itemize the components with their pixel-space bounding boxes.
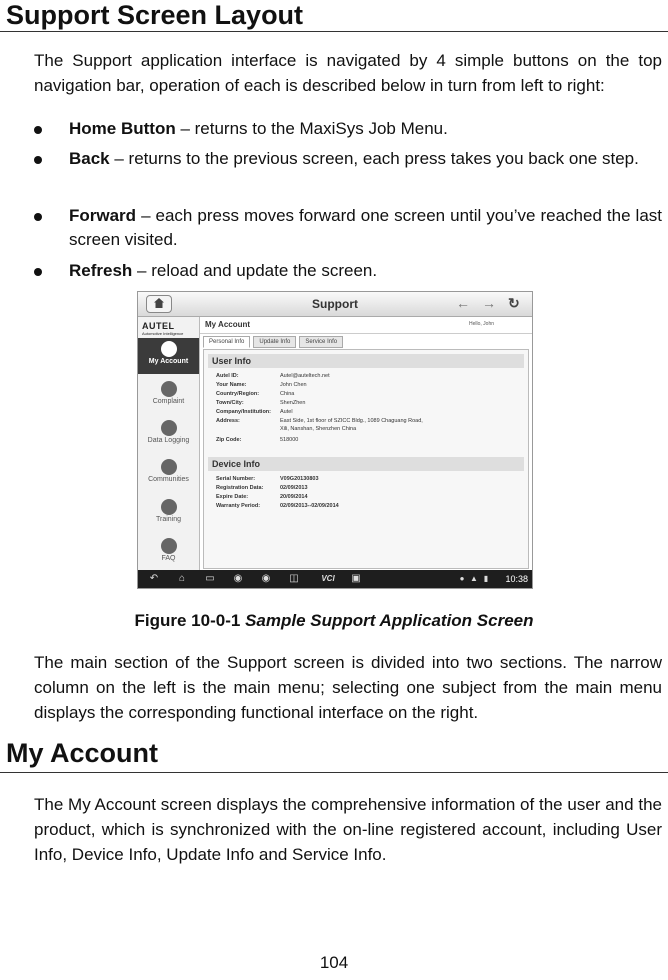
display-icon[interactable]: ◫ [289,573,299,584]
bullet-term: Refresh [69,261,133,280]
page-number: 104 [319,953,349,972]
bullet-dot [34,156,42,164]
user-icon [161,341,177,357]
menu-item-data-logging[interactable]: Data Logging [138,417,199,453]
support-app-screenshot [137,291,533,589]
field-value: 02/09/2013 [280,485,308,491]
section-heading-support-screen-layout: Support Screen Layout [6,0,304,30]
bullet-desc: – each press moves forward one screen until you’ve reached the last screen visited. [69,206,662,249]
my-account-description: The My Account screen displays the comprehensive information of the user and the product, which is synchronized with the on-line registered account, including User Info, Device Info, Update Info and Service Info. [34,795,662,864]
field-value: 20/09/2014 [280,494,308,500]
tab-update-info[interactable]: Update Info [253,336,296,348]
field-value: Xili, Nanshan, Shenzhen China [280,426,357,432]
layout-description: The main section of the Support screen is divided into two sections. The narrow column on the left is the main menu; selecting one subject from the main menu displays the corresponding functional interface on the right. [34,653,662,722]
bullet-term: Back [69,149,110,168]
field-label: Your Name: [216,382,247,388]
status-time: 10:38 [505,574,528,584]
bullet-dot [34,213,42,221]
intro-paragraph: The Support application interface is navigated by 4 simple buttons on the top navigation bar, operation of each is described below in turn from left to right: [34,51,662,95]
content-title: My Account [205,320,251,329]
bullet-term: Home Button [69,119,176,138]
field-label: Registration Data: [216,485,264,491]
wifi-icon: ▲ [470,574,478,583]
field-label: Expire Date: [216,494,249,500]
menu-item-complaint[interactable]: Complaint [138,378,199,414]
bullet-desc: – returns to the MaxiSys Job Menu. [175,119,448,138]
android-status-bar [138,570,532,588]
recent-apps-icon[interactable]: ▭ [205,573,215,584]
tab-bar [203,336,346,348]
field-value: Autel@auteltech.net [280,373,330,379]
browser-icon[interactable]: ◉ [233,573,243,584]
bullet-term: Forward [69,206,137,225]
section-heading-my-account: My Account [6,738,159,768]
bullet-desc: – reload and update the screen. [132,261,378,280]
figure-caption: Figure 10-0-1 Sample Support Application Screen [134,611,534,630]
bullet-dot [34,126,42,134]
field-value: 518000 [280,437,299,443]
heading-rule [0,31,668,32]
forward-arrow-icon[interactable]: → [482,295,496,311]
user-info-title: User Info [208,354,524,368]
field-label: Company/Institution: [216,409,271,415]
home-icon[interactable]: ⌂ [178,573,186,584]
bullet-dot [34,268,42,276]
vci-icon[interactable]: VCI [321,574,335,583]
field-label: Country/Region: [216,391,260,397]
menu-item-my-account[interactable]: My Account [138,338,199,374]
field-value: East Side, 1st floor of SZICC Bldg., 1089 Chaguang Road, [280,418,423,424]
info-panel [203,349,529,569]
content-header [200,317,532,334]
menu-item-faq[interactable]: FAQ [138,535,199,571]
field-value: Autel [280,409,293,415]
field-label: Town/City: [216,400,244,406]
car-icon[interactable]: ▣ [351,573,361,584]
user-greeting: Hello, John [468,321,494,327]
refresh-icon[interactable]: ↻ [508,295,520,311]
back-arrow-icon[interactable]: ← [456,295,470,311]
field-label: Serial Number: [216,476,256,482]
field-value: V09G20130803 [280,476,319,482]
heading-rule [0,772,668,773]
communities-icon [161,459,177,475]
field-value: 02/09/2013--02/09/2014 [280,503,339,509]
camera-icon[interactable]: ◉ [261,573,271,584]
data-logging-icon [161,420,177,436]
main-content [200,317,532,570]
tab-service-info[interactable]: Service Info [299,336,343,348]
tab-personal-info[interactable]: Personal Info [203,336,250,348]
bullet-desc: – returns to the previous screen, each press takes you back one step. [109,149,639,168]
main-menu [138,317,200,570]
field-value: ShenZhen [280,400,306,406]
back-icon[interactable]: ↶ [149,573,159,584]
app-title: Support [312,297,358,311]
menu-item-communities[interactable]: Communities [138,456,199,492]
field-label: Address: [216,418,240,424]
field-label: Zip Code: [216,437,242,443]
device-info-title: Device Info [208,457,524,471]
complaint-icon [161,381,177,397]
field-value: China [280,391,295,397]
field-label: Autel ID: [216,373,239,379]
app-title-bar [138,292,532,317]
field-value: John Chen [280,382,307,388]
notification-icon: ● [459,574,465,583]
play-icon [161,499,177,515]
field-label: Warranty Period: [216,503,261,509]
menu-item-training[interactable]: Training [138,496,199,532]
battery-icon: ▮ [483,574,489,583]
autel-logo: AUTEL Automotive Intelligence [142,321,184,336]
question-icon [161,538,177,554]
